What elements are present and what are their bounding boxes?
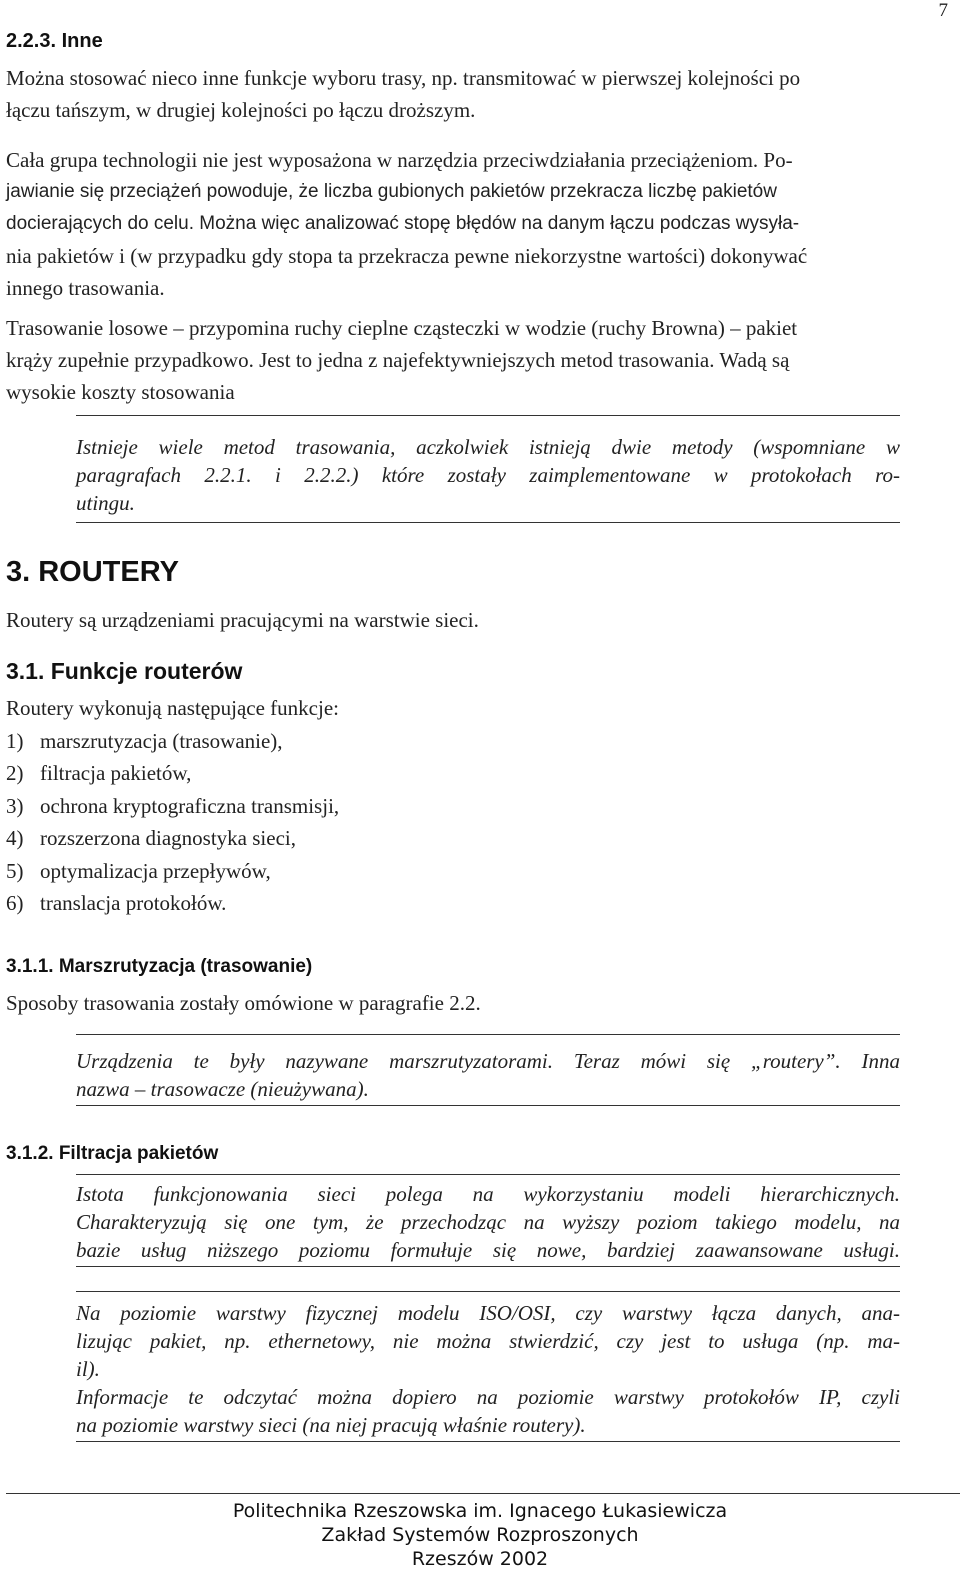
list-text: rozszerzona diagnostyka sieci, xyxy=(40,826,296,851)
router-functions-list xyxy=(6,725,339,919)
note-rule-bottom xyxy=(76,522,900,523)
list-item xyxy=(6,822,339,854)
list-number: 3) xyxy=(6,793,24,818)
chapter-heading-routery: 3. ROUTERY xyxy=(6,556,179,588)
note-rule-top xyxy=(76,1291,900,1292)
list-text: optymalizacja przepływów, xyxy=(40,858,271,883)
note-line: bazie usług niższego poziomu formułuje się nowe, bardziej zaawansowane usługi. xyxy=(76,1238,900,1262)
note-rule-bottom xyxy=(76,1441,900,1442)
text-line: jawianie się przeciążeń powoduje, że liczba gubionych pakietów przekracza liczbę pakietów xyxy=(6,181,777,202)
note-osi-layers xyxy=(76,1299,900,1439)
list-number: 6) xyxy=(6,891,24,916)
page-number: 7 xyxy=(938,0,948,21)
text-line: innego trasowania. xyxy=(6,276,165,300)
list-item xyxy=(6,757,339,789)
paragraph-routers-definition xyxy=(6,604,936,636)
list-item xyxy=(6,855,339,887)
note-line: Informacje te odczytać można dopiero na poziomie warstwy protokołów IP, czyli xyxy=(76,1385,900,1409)
section-heading-3-1-1: 3.1.1. Marszrutyzacja (trasowanie) xyxy=(6,956,313,977)
note-line: utingu. xyxy=(76,491,135,515)
list-item xyxy=(6,725,339,757)
note-rule-bottom xyxy=(76,1105,900,1106)
list-text: translacja protokołów. xyxy=(40,891,227,916)
text-line: krąży zupełnie przypadkowo. Jest to jedna z najefektywniejszych metod trasowania. Wadą są xyxy=(6,348,790,372)
text-line: Sposoby trasowania zostały omówione w paragrafie 2.2. xyxy=(6,991,481,1015)
note-router-names xyxy=(76,1047,900,1103)
paragraph-routing-methods-ref xyxy=(6,987,936,1019)
section-heading-3-1-2: 3.1.2. Filtracja pakietów xyxy=(6,1143,219,1164)
list-number: 4) xyxy=(6,826,24,851)
note-line: lizując pakiet, np. ethernetowy, nie można stwierdzić, czy jest to usługa (np. ma- xyxy=(76,1329,900,1353)
text-line: Można stosować nieco inne funkcje wyboru trasy, np. transmitować w pierwszej kolejności po xyxy=(6,66,801,90)
note-line: nazwa – trasowacze (nieużywana). xyxy=(76,1077,369,1101)
text-line: Routery wykonują następujące funkcje: xyxy=(6,696,339,720)
list-number: 1) xyxy=(6,729,24,753)
text-line: wysokie koszty stosowania xyxy=(6,380,235,404)
note-line: Istnieje wiele metod trasowania, aczkolwiek istnieją dwie metody (wspomniane w xyxy=(76,435,900,459)
text-line: docierających do celu. Można więc analizować stopę błędów na danym łączu podczas wysyła- xyxy=(6,213,800,234)
paragraph-congestion xyxy=(6,144,936,304)
paragraph-random-routing xyxy=(6,312,936,408)
footer-place-year: Rzeszów 2002 xyxy=(411,1548,549,1570)
footer-department: Zakład Systemów Rozproszonych xyxy=(321,1524,639,1546)
list-item xyxy=(6,887,339,919)
list-item xyxy=(6,790,339,822)
text-line: Cała grupa technologii nie jest wyposażona w narzędzia przeciwdziałania przeciążeniom. Po- xyxy=(6,148,793,172)
note-line: Istota funkcjonowania sieci polega na wykorzystaniu modeli hierarchicznych. xyxy=(76,1182,900,1206)
text-line: nia pakietów i (w przypadku gdy stopa ta przekracza pewne niekorzystne wartości) dokonywać xyxy=(6,244,808,268)
note-line: Charakteryzują się one tym, że przechodząc na wyższy poziom takiego modelu, na xyxy=(76,1210,900,1234)
paragraph-functions-intro xyxy=(6,692,936,724)
note-hierarchical-models xyxy=(76,1180,900,1264)
section-heading-2-2-3: 2.2.3. Inne xyxy=(6,30,103,52)
paragraph-route-selection xyxy=(6,62,936,126)
list-number: 2) xyxy=(6,761,24,786)
note-line: Na poziomie warstwy fizycznej modelu ISO/OSI, czy warstwy łącza danych, ana- xyxy=(76,1301,900,1325)
note-line: na poziomie warstwy sieci (na niej pracują właśnie routery). xyxy=(76,1413,586,1437)
text-line: Routery są urządzeniami pracującymi na warstwie sieci. xyxy=(6,608,479,632)
section-heading-3-1: 3.1. Funkcje routerów xyxy=(6,658,243,684)
note-rule-top xyxy=(76,415,900,416)
text-line: łączu tańszym, w drugiej kolejności po łączu droższym. xyxy=(6,98,476,122)
footer-university: Politechnika Rzeszowska im. Ignacego Łukasiewicza xyxy=(232,1500,728,1522)
list-text: filtracja pakietów, xyxy=(40,761,192,786)
note-line: paragrafach 2.2.1. i 2.2.2.) które zostały zaimplementowane w protokołach ro- xyxy=(76,463,900,487)
list-text: marszrutyzacja (trasowanie), xyxy=(40,729,283,753)
note-rule-top xyxy=(76,1174,900,1175)
note-rule-top xyxy=(76,1034,900,1035)
note-routing-methods xyxy=(76,433,900,517)
note-rule-bottom xyxy=(76,1266,900,1267)
footer-rule xyxy=(6,1493,960,1494)
list-number: 5) xyxy=(6,858,24,883)
text-line: Trasowanie losowe – przypomina ruchy cieplne cząsteczki w wodzie (ruchy Browna) – pakiet xyxy=(6,316,798,340)
note-line: Urządzenia te były nazywane marszrutyzatorami. Teraz mówi się „routery”. Inna xyxy=(76,1049,900,1073)
list-text: ochrona kryptograficzna transmisji, xyxy=(40,793,340,818)
note-line: il). xyxy=(76,1357,100,1381)
